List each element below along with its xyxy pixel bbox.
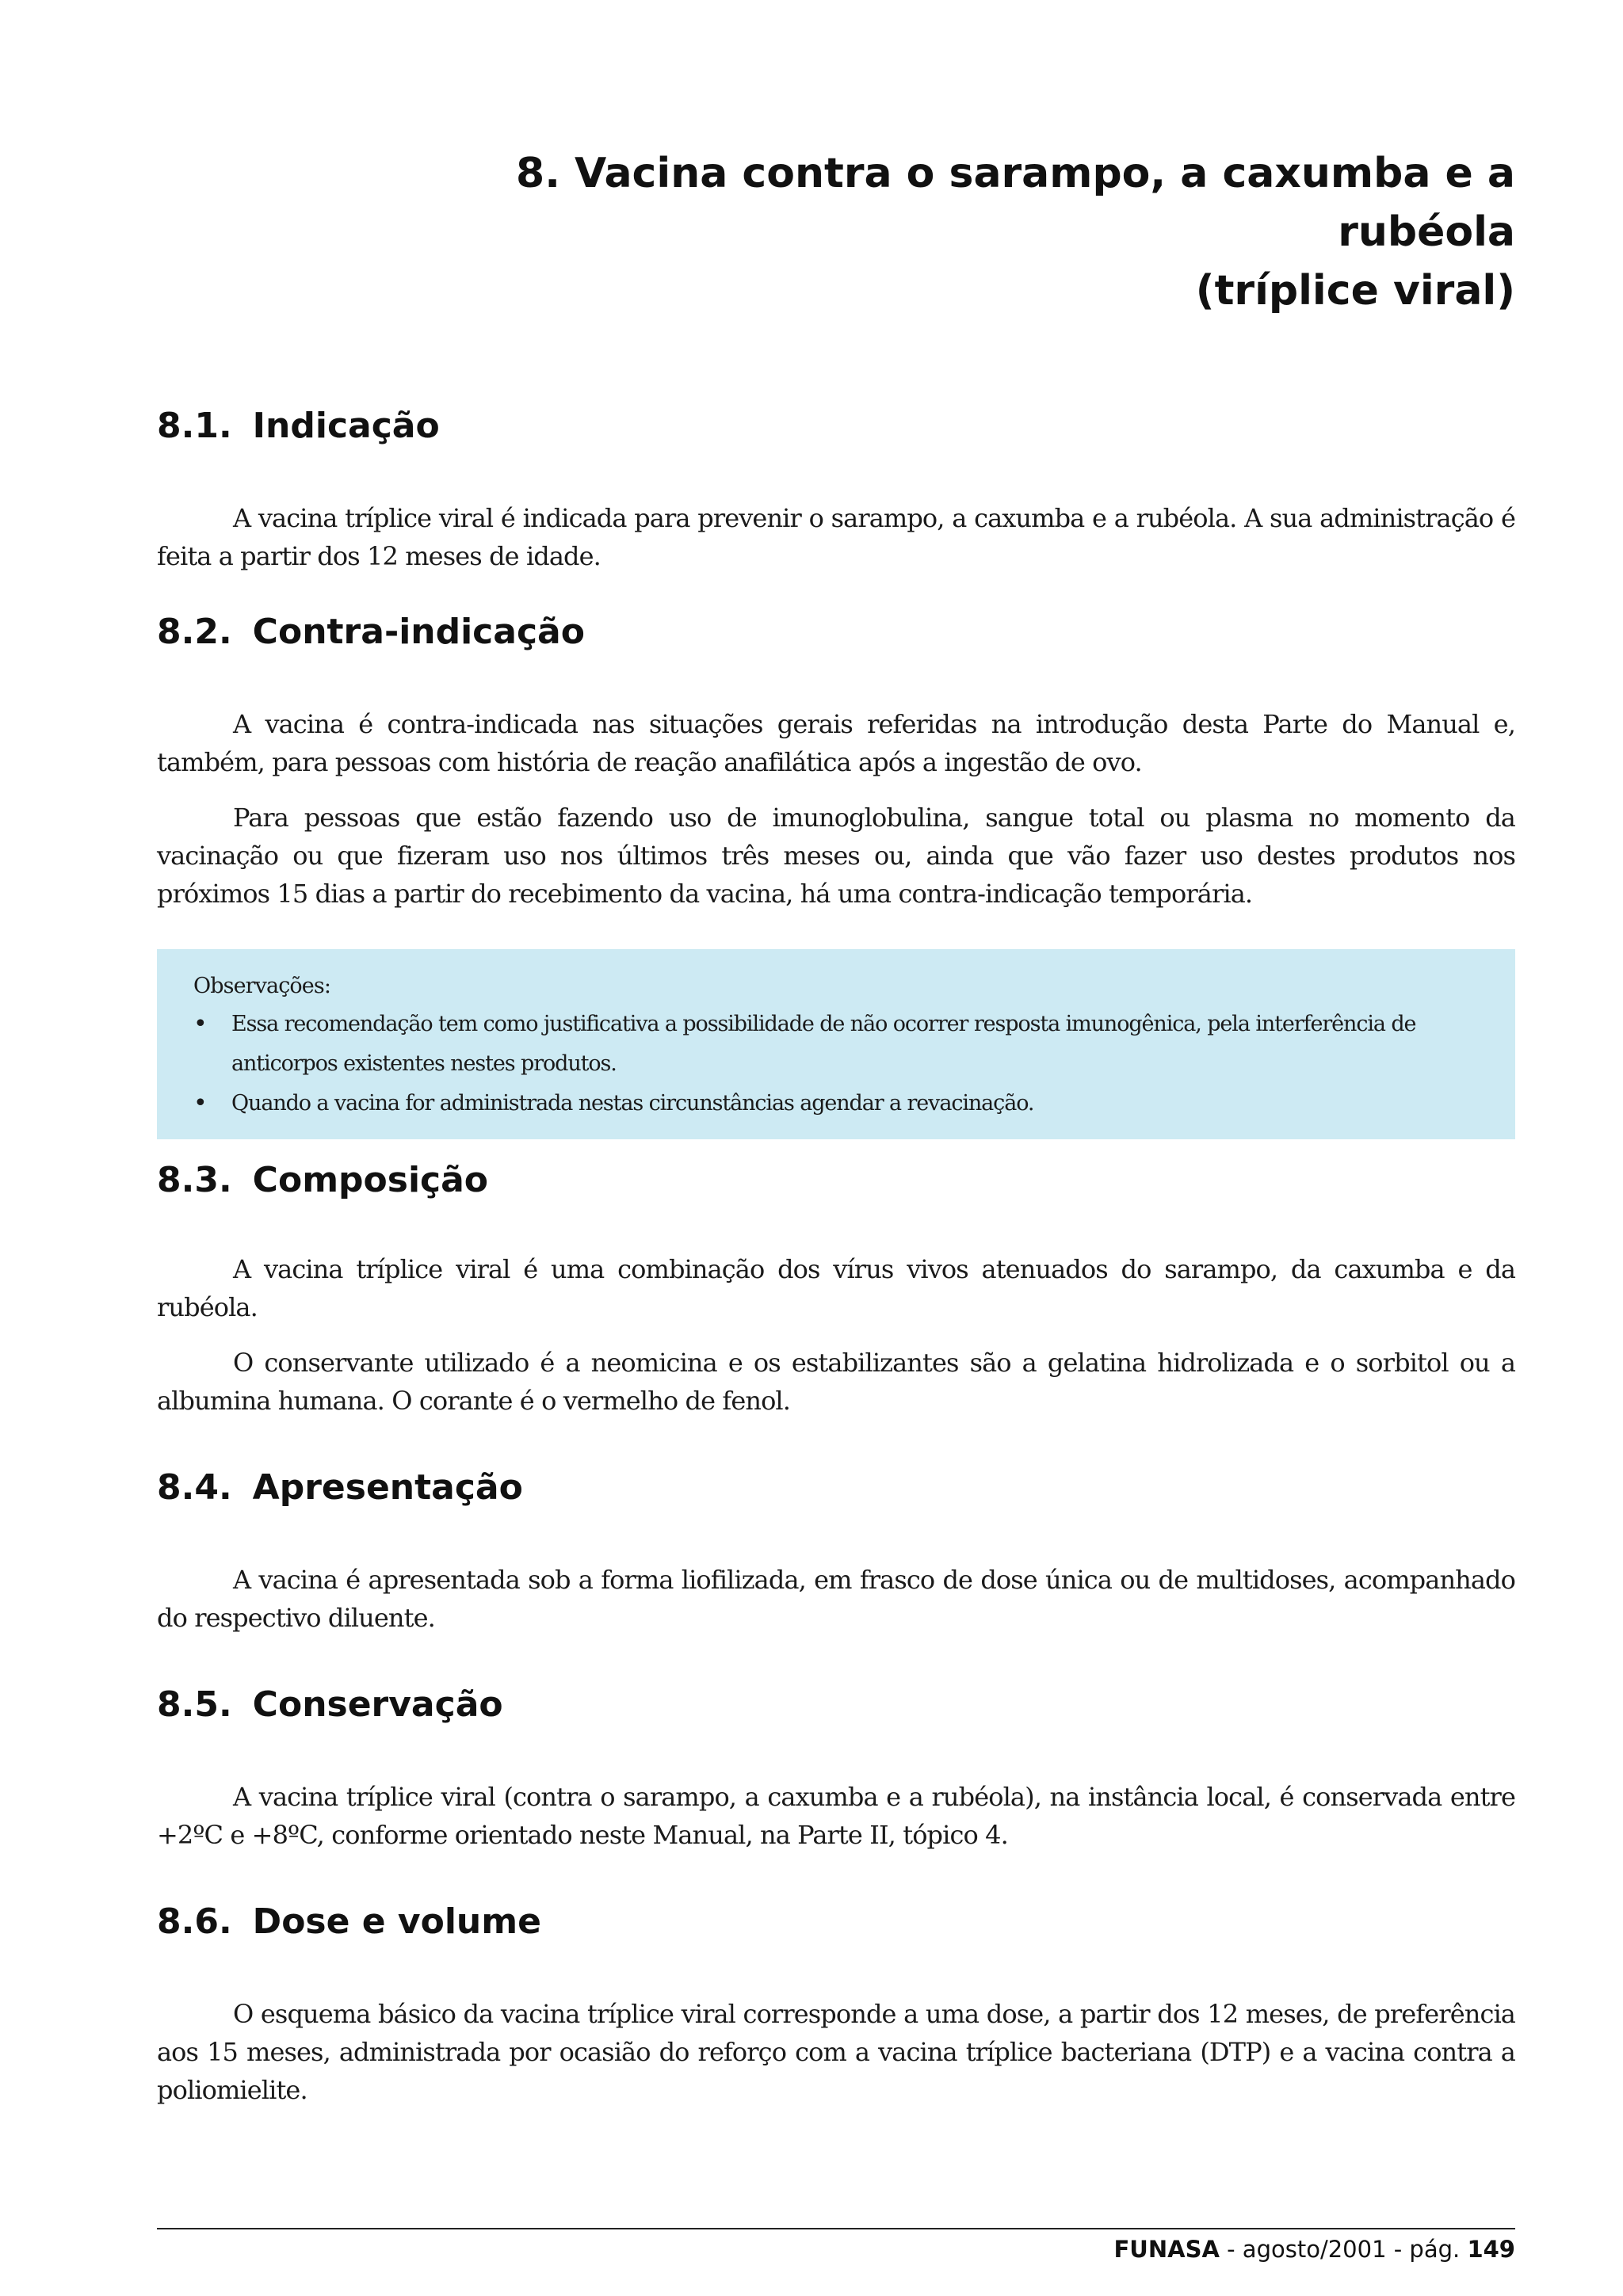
section-title: Composição <box>252 1160 489 1200</box>
section-title: Dose e volume <box>252 1901 541 1942</box>
observation-text: Essa recomendação tem como justificativa a possibilidade de não ocorrer resposta imunogênica, pela interferência de anticorpos existentes nestes produtos. <box>231 1012 1416 1076</box>
page-title-line-1: 8. Vacina contra o sarampo, a caxumba e a rubéola <box>516 150 1515 256</box>
section-number: 8.1. <box>157 406 232 446</box>
bullet-icon: • <box>193 1089 207 1117</box>
section-heading-apresentacao <box>157 1466 1515 1510</box>
paragraph-apresentacao: A vacina é apresentada sob a forma liofilizada, em frasco de dose única ou de multidoses, acompanhado do respectivo diluente. <box>157 1565 1515 1633</box>
paragraph-composicao-1: A vacina tríplice viral é uma combinação dos vírus vivos atenuados do sarampo, da caxumba e da rubéola. <box>157 1254 1515 1322</box>
section-heading-conservacao <box>157 1683 1515 1727</box>
footer-brand: FUNASA <box>1113 2236 1220 2263</box>
section-number: 8.5. <box>157 1684 232 1725</box>
page-title-line-2: (tríplice viral) <box>1195 267 1515 315</box>
paragraph-contra-indicacao-2: Para pessoas que estão fazendo uso de imunoglobulina, sangue total ou plasma no momento da vacinação ou que fizeram uso nos últimos três meses ou, ainda que vão fazer uso destes produtos nos próximos 15 dias a partir do recebimento da vacina, há uma contra-indicação temporária. <box>157 803 1515 909</box>
observations-title: Observações: <box>193 974 331 998</box>
section-title: Indicação <box>252 406 440 446</box>
observation-item <box>193 1084 1479 1123</box>
paragraph-indicacao: A vacina tríplice viral é indicada para prevenir o sarampo, a caxumba e a rubéola. A sua administração é feita a partir dos 12 meses de idade. <box>157 503 1515 571</box>
observations-list <box>193 1005 1479 1123</box>
section-heading-composicao <box>157 1158 1515 1203</box>
observation-text: Quando a vacina for administrada nestas circunstâncias agendar a revacinação. <box>231 1091 1034 1116</box>
bullet-icon: • <box>193 1010 207 1038</box>
footer-divider <box>157 2228 1515 2229</box>
section-title: Conservação <box>252 1684 503 1725</box>
paragraph-composicao-2: O conservante utilizado é a neomicina e os estabilizantes são a gelatina hidrolizada e o sorbitol ou a albumina humana. O corante é o vermelho de fenol. <box>157 1348 1515 1416</box>
section-number: 8.2. <box>157 612 232 652</box>
section-number: 8.6. <box>157 1901 232 1942</box>
footer-page-number: 149 <box>1467 2236 1515 2263</box>
page-title <box>327 144 1515 320</box>
section-heading-indicacao <box>157 404 1515 448</box>
section-title: Apresentação <box>252 1467 523 1508</box>
observations-box <box>157 949 1515 1139</box>
document-body <box>157 404 1515 2109</box>
observation-item <box>193 1005 1479 1084</box>
section-heading-dose-volume <box>157 1900 1515 1944</box>
paragraph-dose-volume: O esquema básico da vacina tríplice viral corresponde a uma dose, a partir dos 12 meses, de preferência aos 15 meses, administrada por ocasião do reforço com a vacina tríplice bacteriana (DTP) e a vacina contra a poliomielite. <box>157 1999 1515 2105</box>
footer-date: - agosto/2001 - pág. <box>1219 2236 1468 2263</box>
section-heading-contra-indicacao <box>157 610 1515 654</box>
paragraph-contra-indicacao-1: A vacina é contra-indicada nas situações gerais referidas na introdução desta Parte do Manual e, também, para pessoas com história de reação anafilática após a ingestão de ovo. <box>157 709 1515 777</box>
paragraph-conservacao: A vacina tríplice viral (contra o sarampo, a caxumba e a rubéola), na instância local, é conservada entre +2ºC e +8ºC, conforme orientado neste Manual, na Parte II, tópico 4. <box>157 1782 1515 1850</box>
section-number: 8.4. <box>157 1467 232 1508</box>
section-title: Contra-indicação <box>252 612 585 652</box>
page-footer <box>1114 2233 1516 2266</box>
section-number: 8.3. <box>157 1160 232 1200</box>
